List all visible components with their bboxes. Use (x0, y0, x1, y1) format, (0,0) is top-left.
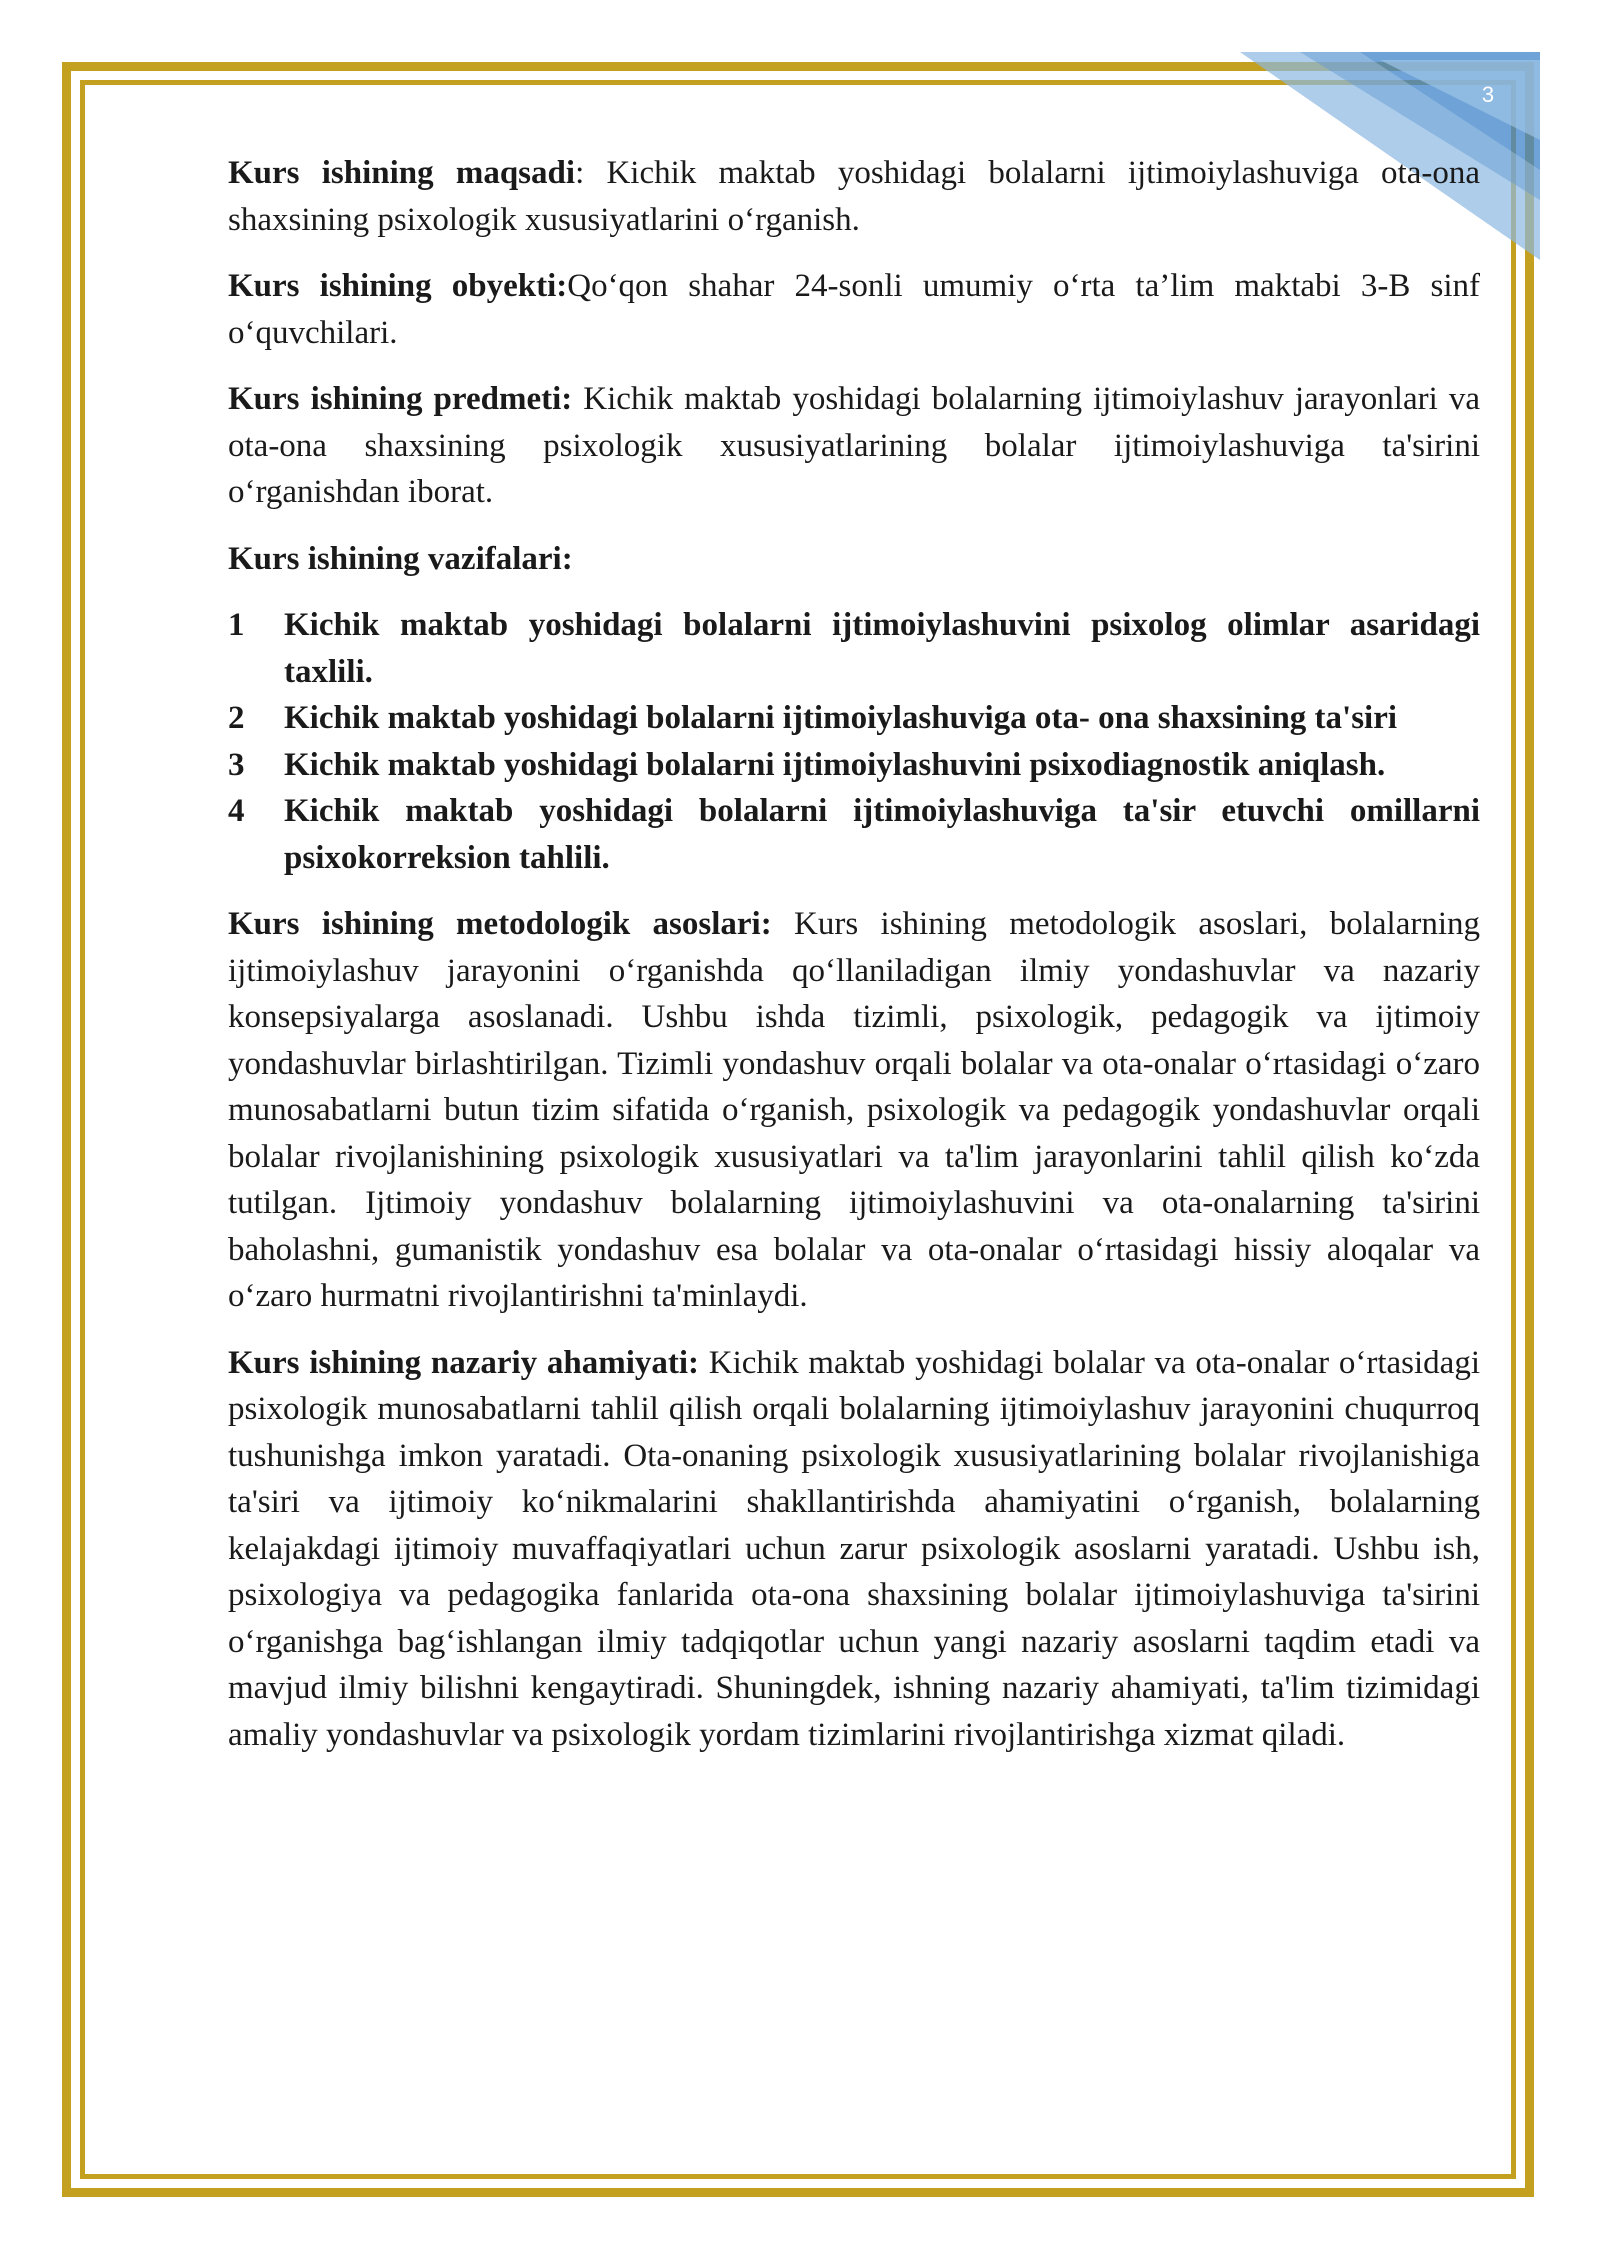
section-label: Kurs ishining maqsadi (228, 155, 576, 191)
section-label: Kurs ishining obyekti: (228, 268, 568, 304)
list-item-number: 2 (228, 700, 245, 736)
document-body (228, 150, 1480, 1778)
list-item-text: Kichik maktab yoshidagi bolalarni ijtimoiylashuvini psixolog olimlar asaridagi taxlili. (284, 607, 1480, 690)
section-text: : Kichik maktab yoshidagi bolalarni ijtimoiylashuviga ota-ona shaxsining psixologik xususiyatlarini o‘rganish. (228, 155, 1481, 238)
list-item-number: 4 (228, 793, 245, 829)
list-item (228, 695, 1480, 742)
section-label: Kurs ishining vazifalari: (228, 540, 573, 577)
list-item-text: Kichik maktab yoshidagi bolalarni ijtimoiylashuviga ta'sir etuvchi omillarni psixokorreksion tahlili. (284, 793, 1480, 876)
page-number: 3 (1481, 82, 1495, 107)
section-text: Qo‘qon shahar 24-sonli umumiy o‘rta ta’lim maktabi 3-B sinf o‘quvchilari. (228, 268, 1480, 351)
section-text: Kichik maktab yoshidagi bolalar va ota-onalar o‘rtasidagi psixologik munosabatlarni tahlil qilish orqali bolalarning ijtimoiylashuv jarayonini chuqurroq tushunishga imkon yaratadi. Ota-onaning psixologik xususiyatlarining bolalar rivojlanishiga ta'siri va ijtimoiy ko‘nikmalarini shakllantirishda ahamiyatini o‘rganish, bolalarning kelajakdagi ijtimoiy muvaffaqiyatlari uchun zarur psixologik asoslarni yaratadi. Ushbu ish, psixologiya va pedagogika fanlarida ota-ona shaxsining bolalar ijtimoiylashuviga ta'sirini o‘rganishga bag‘ishlangan ilmiy tadqiqotlar uchun yangi nazariy asoslarni taqdim etadi va mavjud ilmiy bilishni kengaytiradi. Shuningdek, ishning nazariy ahamiyati, ta'lim tizimidagi amaliy yondashuvlar va psixologik yordam tizimlarini rivojlantirishga xizmat qiladi. (228, 1344, 1480, 1753)
section-text: Kurs ishining metodologik asoslari, bolalarning ijtimoiylashuv jarayonini o‘rganishda qo‘llaniladigan ilmiy yondashuvlar va nazariy konsepsiyalarga asoslanadi. Ushbu ishda tizimli, psixologik, pedagogik va ijtimoiy yondashuvlar birlashtirilgan. Tizimli yondashuv orqali bolalar va ota-onalar o‘rtasidagi o‘zaro munosabatlarni butun tizim sifatida o‘rganish, psixologik va pedagogik yondashuvlar orqali bolalar rivojlanishining psixologik xususiyatlari va ta'lim jarayonlarini tahlil qilish ko‘zda tutilgan. Ijtimoiy yondashuv bolalarning ijtimoiylashuvini va ota-onalarning ta'sirini baholashni, gumanistik yondashuv esa bolalar va ota-onalar o‘rtasidagi hissiy aloqalar va o‘zaro hurmatni rivojlantirishni ta'minlaydi. (228, 906, 1480, 1314)
section-nazariy (228, 1340, 1480, 1759)
list-item (228, 742, 1480, 789)
list-item-number: 3 (228, 746, 245, 783)
list-item (228, 788, 1480, 881)
section-predmeti (228, 376, 1480, 516)
section-maqsadi (228, 150, 1480, 243)
section-vazifalari (228, 536, 1480, 583)
task-list (228, 602, 1480, 881)
list-item-text: Kichik maktab yoshidagi bolalarni ijtimoiylashuvini psixodiagnostik aniqlash. (284, 746, 1386, 783)
list-item-text: Kichik maktab yoshidagi bolalarni ijtimoiylashuviga ota- ona shaxsining ta'siri (284, 700, 1398, 736)
section-metodologik (228, 901, 1480, 1320)
section-obyekti (228, 263, 1480, 356)
section-label: Kurs ishining metodologik asoslari: (228, 906, 772, 942)
section-text: Kichik maktab yoshidagi bolalarning ijtimoiylashuv jarayonlari va ota-ona shaxsining psixologik xususiyatlarining bolalar ijtimoiylashuviga ta'sirini o‘rganishdan iborat. (228, 381, 1480, 510)
list-item (228, 602, 1480, 695)
section-label: Kurs ishining predmeti: (228, 381, 573, 417)
section-label: Kurs ishining nazariy ahamiyati: (228, 1344, 700, 1381)
list-item-number: 1 (228, 607, 245, 643)
